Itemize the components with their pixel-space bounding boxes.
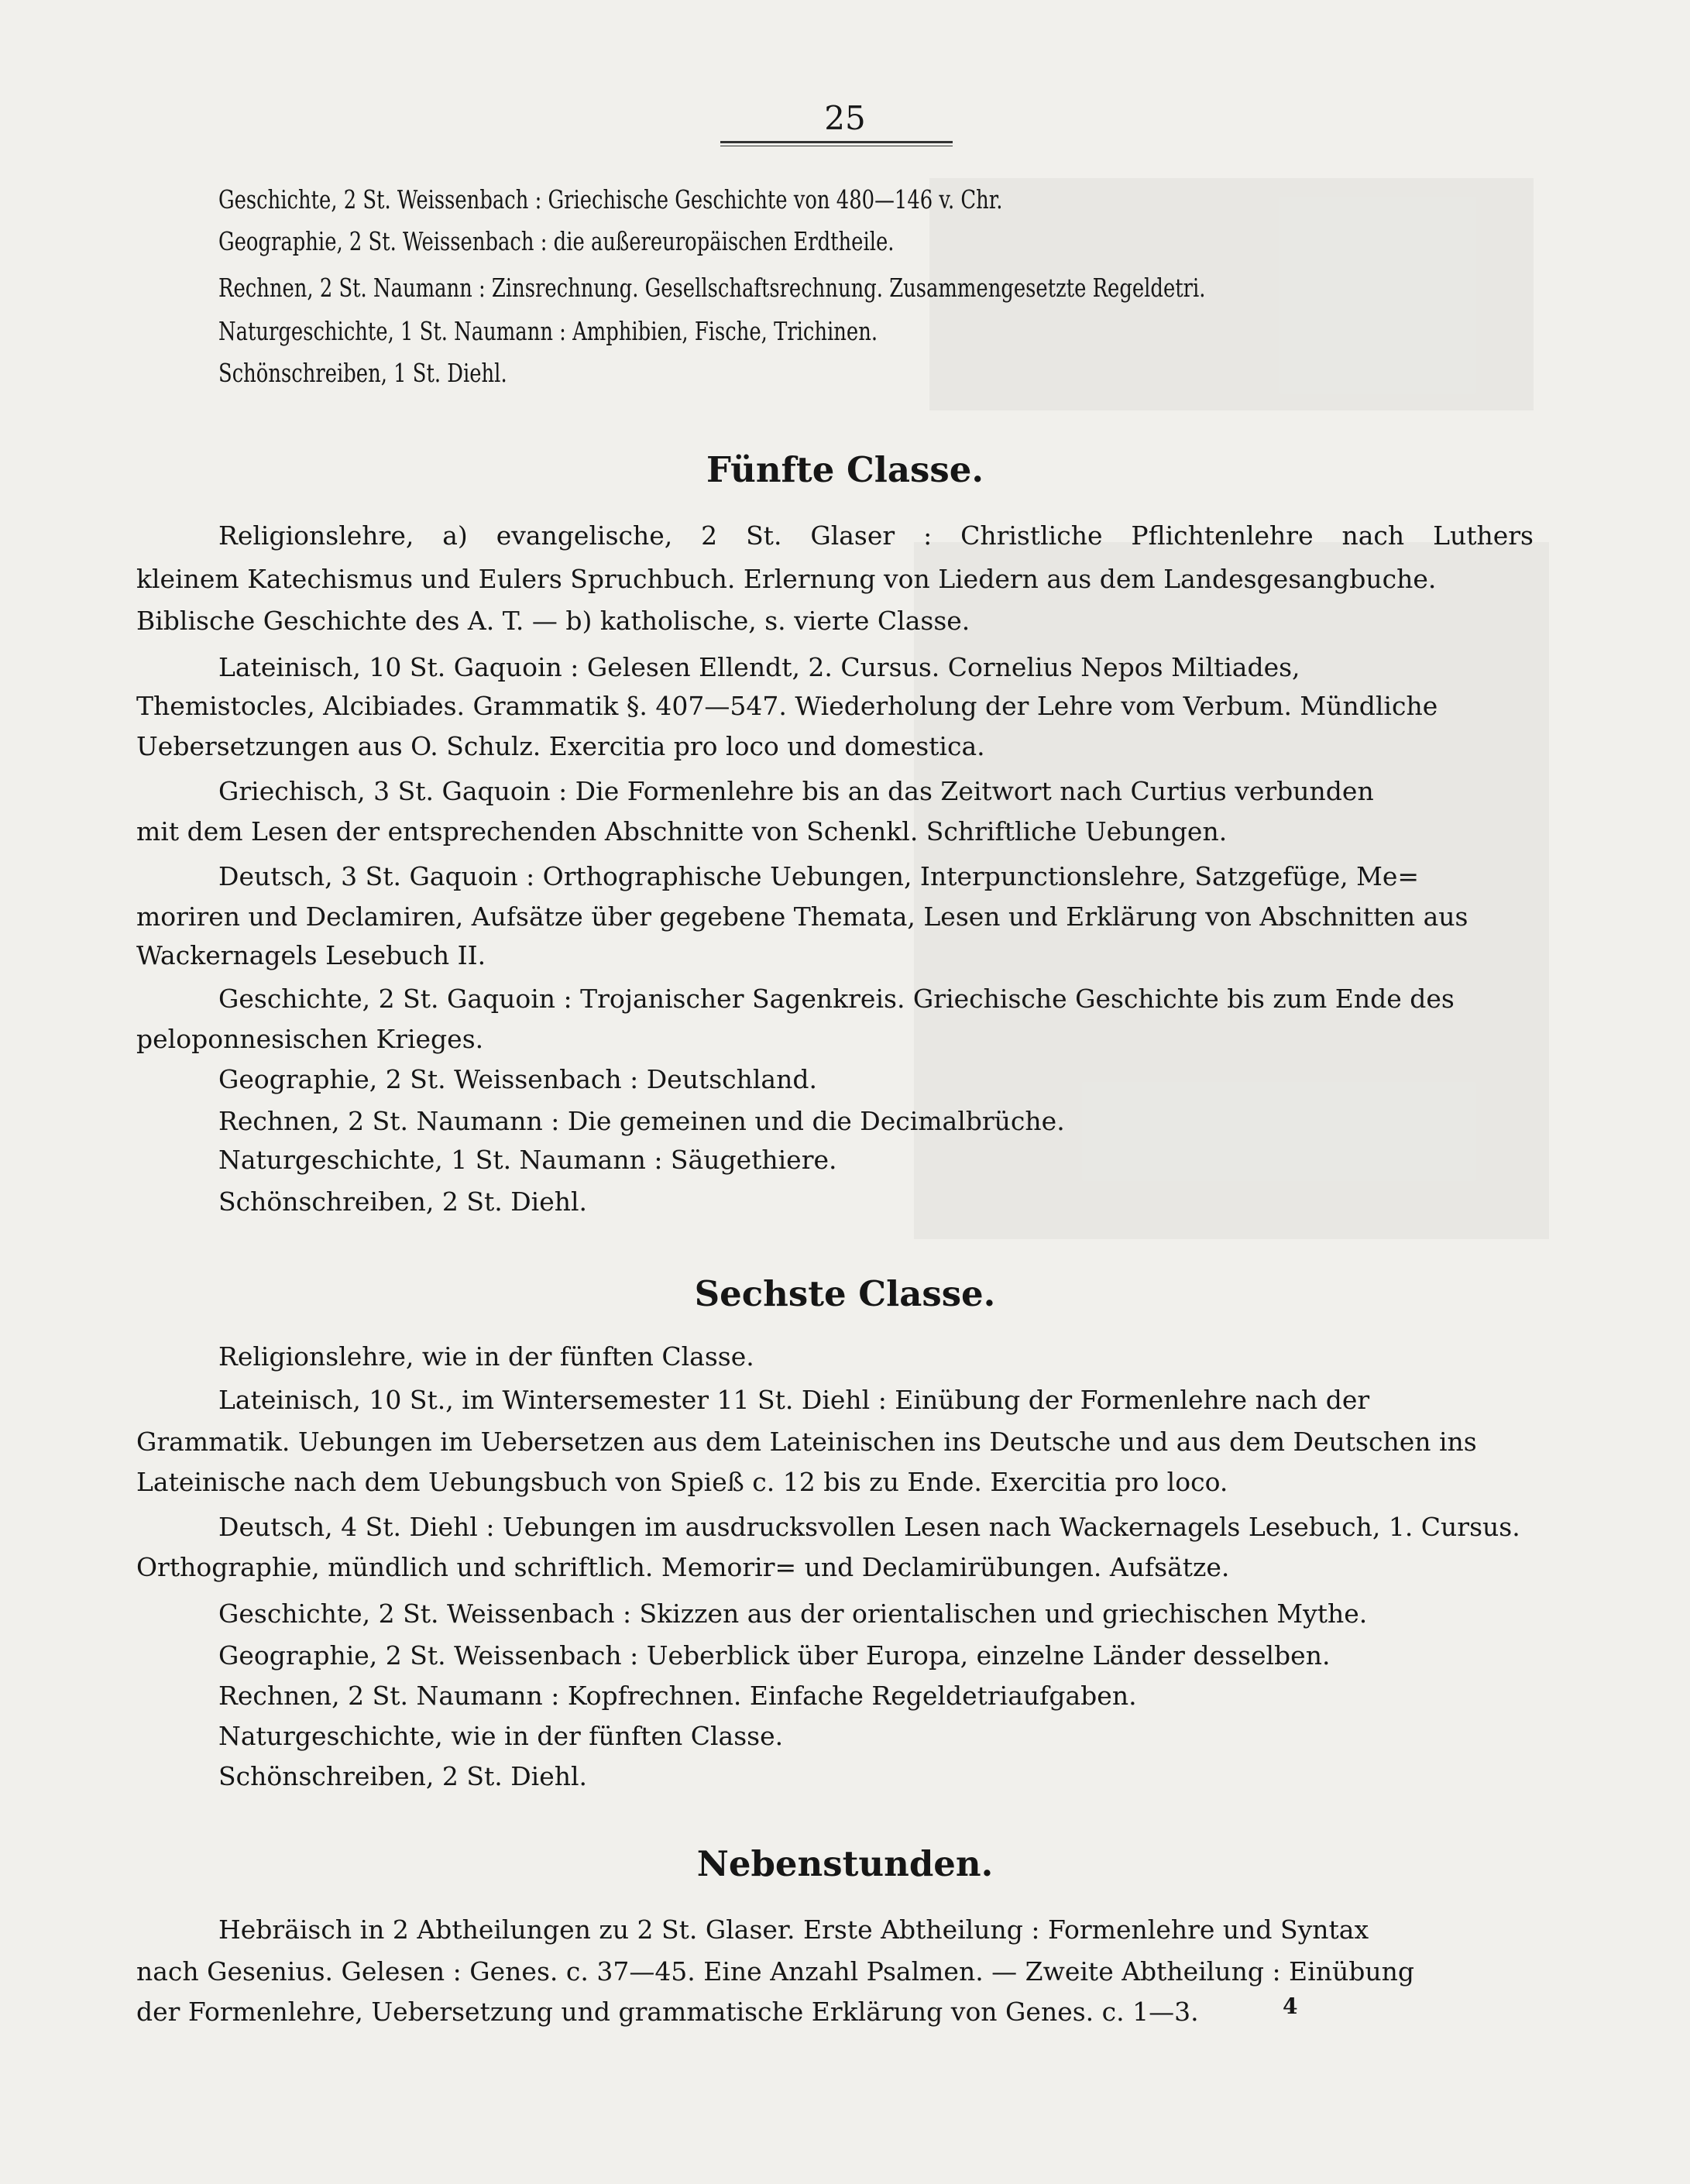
sixth-latin-line-3: Lateinische nach dem Uebungsbuch von Spieß c. 12 bis zu Ende. Exercitia pro loco. (136, 1467, 1228, 1497)
fifth-calligraphy-line: Schönschreiben, 2 St. Diehl. (218, 1186, 588, 1217)
signature-mark: 4 (1283, 1993, 1298, 2019)
sixth-calligraphy-line: Schönschreiben, 2 St. Diehl. (218, 1761, 588, 1791)
fourth-calligraphy-line: Schönschreiben, 1 St. Diehl. (218, 358, 507, 388)
sixth-religion-line: Religionslehre, wie in der fünften Classe. (218, 1341, 754, 1372)
sixth-geography-line: Geographie, 2 St. Weissenbach : Ueberblick über Europa, einzelne Länder desselben. (218, 1640, 1331, 1671)
fifth-geography-line: Geographie, 2 St. Weissenbach : Deutschland. (218, 1064, 817, 1094)
sixth-latin-line-2: Grammatik. Uebungen im Uebersetzen aus dem Lateinischen ins Deutsche und aus dem Deutschen ins (136, 1427, 1477, 1457)
extra-hebrew-line-1: Hebräisch in 2 Abtheilungen zu 2 St. Glaser. Erste Abtheilung : Formenlehre und Syntax (218, 1914, 1369, 1945)
header-rule (720, 141, 953, 146)
fifth-latin-line-1: Lateinisch, 10 St. Gaquoin : Gelesen Ellendt, 2. Cursus. Cornelius Nepos Miltiades, (218, 652, 1300, 682)
fourth-natural-history-line: Naturgeschichte, 1 St. Naumann : Amphibien, Fische, Trichinen. (218, 316, 878, 346)
fifth-german-line-1: Deutsch, 3 St. Gaquoin : Orthographische Uebungen, Interpunctionslehre, Satzgefüge, Me= (218, 861, 1420, 891)
fourth-history-line: Geschichte, 2 St. Weissenbach : Griechische Geschichte von 480—146 v. Chr. (218, 184, 1003, 215)
sixth-natural-history-line: Naturgeschichte, wie in der fünften Classe. (218, 1721, 784, 1751)
fourth-arithmetic-line: Rechnen, 2 St. Naumann : Zinsrechnung. Gesellschaftsrechnung. Zusammengesetzte Regeldetri. (218, 273, 1206, 303)
extra-lessons-heading: Nebenstunden. (696, 1843, 994, 1884)
extra-hebrew-line-3: der Formenlehre, Uebersetzung und grammatische Erklärung von Genes. c. 1—3. (136, 1997, 1199, 2027)
sixth-german-line-2: Orthographie, mündlich und schriftlich. Memorir= und Declamirübungen. Aufsätze. (136, 1552, 1230, 1582)
fifth-religion-line-2: kleinem Katechismus und Eulers Spruchbuch. Erlernung von Liedern aus dem Landesgesangbuche. (136, 564, 1437, 594)
fifth-arithmetic-line: Rechnen, 2 St. Naumann : Die gemeinen und die Decimalbrüche. (218, 1106, 1065, 1136)
extra-hebrew-line-2: nach Gesenius. Gelesen : Genes. c. 37—45. Eine Anzahl Psalmen. — Zweite Abtheilung : Einübung (136, 1956, 1414, 1987)
fifth-history-line-1: Geschichte, 2 St. Gaquoin : Trojanischer Sagenkreis. Griechische Geschichte bis zum Ende des (218, 984, 1455, 1014)
fifth-german-line-3: Wackernagels Lesebuch II. (136, 940, 486, 970)
sixth-history-line: Geschichte, 2 St. Weissenbach : Skizzen aus der orientalischen und griechischen Mythe. (218, 1599, 1368, 1629)
sixth-arithmetic-line: Rechnen, 2 St. Naumann : Kopfrechnen. Einfache Regeldetriaufgaben. (218, 1681, 1137, 1711)
fifth-class-heading: Fünfte Classe. (706, 449, 984, 490)
fifth-history-line-2: peloponnesischen Krieges. (136, 1024, 484, 1054)
fifth-natural-history-line: Naturgeschichte, 1 St. Naumann : Säugethiere. (218, 1145, 837, 1175)
fifth-religion-line-3: Biblische Geschichte des A. T. — b) katholische, s. vierte Classe. (136, 606, 970, 636)
sixth-class-heading: Sechste Classe. (694, 1273, 996, 1314)
fifth-latin-line-2: Themistocles, Alcibiades. Grammatik §. 407—547. Wiederholung der Lehre vom Verbum. Mündliche (136, 691, 1438, 721)
sixth-german-line-1: Deutsch, 4 St. Diehl : Uebungen im ausdrucksvollen Lesen nach Wackernagels Lesebuch, 1. Cursus. (218, 1512, 1520, 1542)
fifth-religion-line-1: Religionslehre, a) evangelische, 2 St. Glaser : Christliche Pflichtenlehre nach Luthers (218, 520, 1534, 551)
fifth-greek-line-2: mit dem Lesen der entsprechenden Abschnitte von Schenkl. Schriftliche Uebungen. (136, 816, 1228, 846)
fifth-greek-line-1: Griechisch, 3 St. Gaquoin : Die Formenlehre bis an das Zeitwort nach Curtius verbunden (218, 776, 1374, 806)
page-number: 25 (824, 99, 866, 137)
fourth-geography-line: Geographie, 2 St. Weissenbach : die außereuropäischen Erdtheile. (218, 226, 895, 256)
fifth-latin-line-3: Uebersetzungen aus O. Schulz. Exercitia pro loco und domestica. (136, 731, 985, 761)
fifth-german-line-2: moriren und Declamiren, Aufsätze über gegebene Themata, Lesen und Erklärung von Abschnitten aus (136, 901, 1468, 932)
sixth-latin-line-1: Lateinisch, 10 St., im Wintersemester 11 St. Diehl : Einübung der Formenlehre nach der (218, 1385, 1370, 1415)
